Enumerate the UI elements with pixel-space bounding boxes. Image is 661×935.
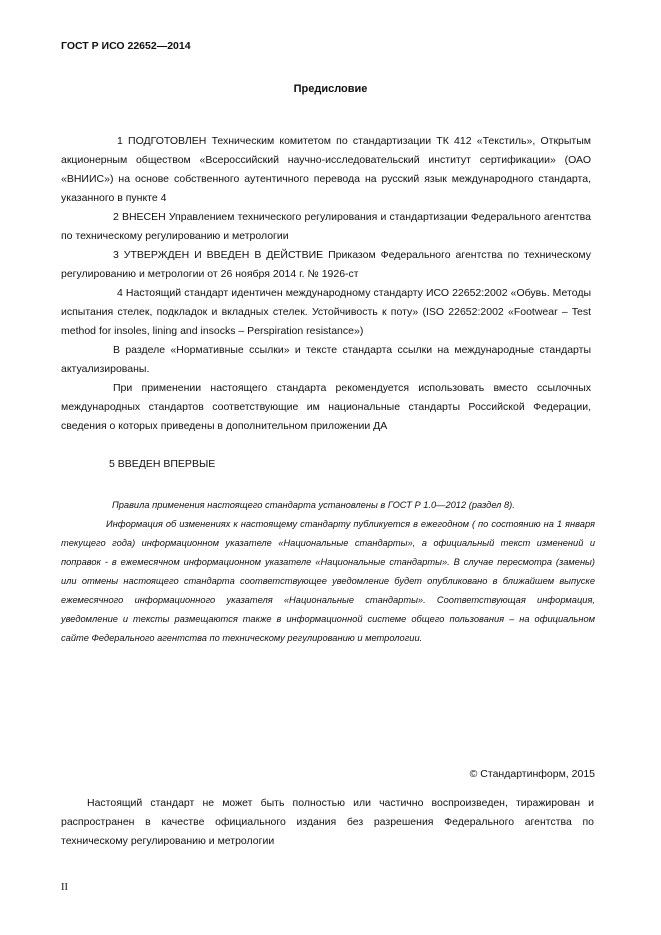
reproduction-notice [61, 794, 594, 851]
paragraph-introduced: 2 ВНЕСЕН Управлением технического регулирования и стандартизации Федерального агентства по техническому регулированию и метрологии [61, 211, 591, 242]
rules-note: Правила применения настоящего стандарта установлены в ГОСТ Р 1.0—2012 (раздел 8). [112, 500, 515, 510]
reproduction-paragraph: Настоящий стандарт не может быть полностью или частично воспроизведен, тиражирован и распространен в качестве официального издания без разрешения Федерального агентства по техническому регулированию и метрологии [61, 797, 594, 847]
paragraph-approved: 3 УТВЕРЖДЕН И ВВЕДЕН В ДЕЙСТВИЕ Приказом Федерального агентства по техническому регулированию и метрологии от 26 ноября 2014 г. № 1926-ст [61, 249, 591, 280]
paragraph-references-updated: В разделе «Нормативные ссылки» и тексте стандарта ссылки на международные стандарты актуализированы. [61, 344, 591, 375]
paragraph-prepared: 1 ПОДГОТОВЛЕН Техническим комитетом по стандартизации ТК 412 «Текстиль», Открытым акционерным обществом «Всероссийский научно-исследовательский институт сертификации» (ОАО «ВНИИС») на основе собственного аутентичного перевода на русский язык международного стандарта, указанного в пункте 4 [61, 135, 591, 204]
foreword-body [61, 132, 591, 474]
paragraph-introduced-first-time: 5 ВВЕДЕН ВПЕРВЫЕ [109, 458, 216, 470]
page-number: II [61, 882, 68, 893]
standard-information-note [61, 496, 595, 648]
document-header: ГОСТ Р ИСО 22652—2014 [61, 40, 191, 52]
changes-information-note: Информация об изменениях к настоящему стандарту публикуется в ежегодном ( по состоянию на 1 января текущего года) информационном указателе «Национальные стандарты», а официальный текст изменений и поправок - в ежемесячном информационном указателе «Национальные стандарты». В случае пересмотра (замены) или отмены настоящего стандарта соответствующее уведомление будет опубликовано в ближайшем выпуске ежемесячного информационного указателя «Национальные стандарты». Соответствующая информация, уведомление и тексты размещаются также в информационной системе общего пользования – на официальном сайте Федерального агентства по техническому регулированию и метрологии. [61, 519, 595, 643]
copyright-notice: © Стандартинформ, 2015 [469, 768, 595, 780]
paragraph-application-note: При применении настоящего стандарта рекомендуется использовать вместо ссылочных международных стандартов соответствующие им национальные стандарты Российской Федерации, сведения о которых приведены в дополнительном приложении ДА [61, 382, 591, 432]
paragraph-identical-standard: 4 Настоящий стандарт идентичен международному стандарту ИСО 22652:2002 «Обувь. Методы испытания стелек, подкладок и вкладных стелек. Устойчивость к поту» (ISO 22652:2002 «Footwear – Test method for insoles, lining and insocks – Perspiration resistance») [61, 287, 591, 337]
page-title: Предисловие [293, 83, 368, 95]
